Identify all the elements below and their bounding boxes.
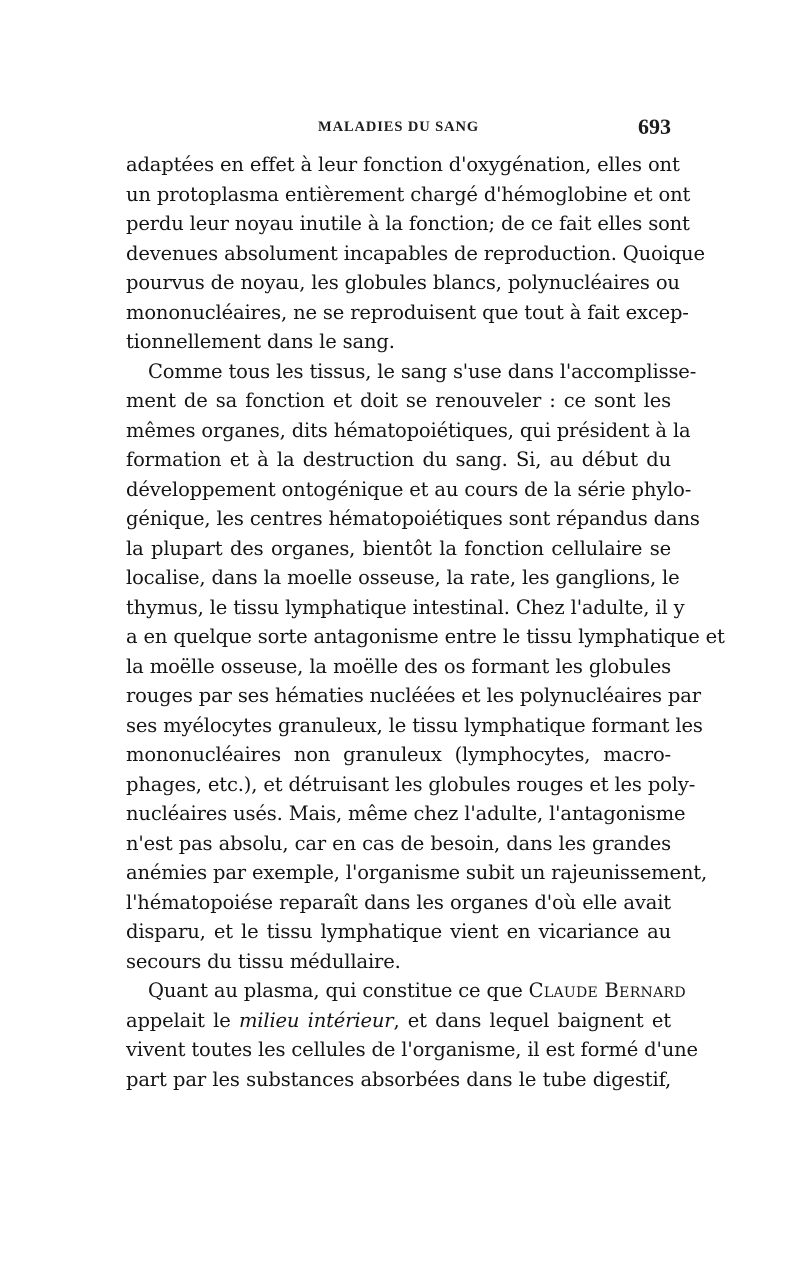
text-line: génique, les centres hématopoiétiques sont répandus dans [126,507,700,530]
italic-term: milieu intérieur [238,1008,394,1032]
text-line: ment de sa fonction et doit se renouveler : ce sont les [126,389,671,412]
text-line: devenues absolument incapables de reproduction. Quoique [126,241,705,265]
text-line: thymus, le tissu lymphatique intestinal. Chez l'adulte, il y [126,595,685,619]
text-line: un protoplasma entièrement chargé d'hémoglobine et ont [126,182,691,206]
text-line: a en quelque sorte antagonisme entre le tissu lymphatique et [126,625,725,648]
text-line: l'hématopoiése reparaît dans les organes d'où elle avait [126,890,671,914]
text-run: Quant au plasma, qui constitue ce que [148,979,529,1002]
text-line: phages, etc.), et détruisant les globules rouges et les poly- [126,772,696,796]
running-head [126,114,671,142]
text-line: mononucléaires non granuleux (lymphocytes, macro- [126,743,671,766]
author-name: Claude Bernard [528,979,686,1002]
text-line: anémies par exemple, l'organisme subit un rajeunissement, [126,861,708,884]
text-line: développement ontogénique et au cours de la série phylo- [126,477,692,501]
text-line: pourvus de noyau, les globules blancs, polynucléaires ou [126,271,680,294]
running-title: MALADIES DU SANG [317,119,480,135]
text-line: secours du tissu médullaire. [126,949,401,973]
text-line [126,1006,671,1036]
text-line: la plupart des organes, bientôt la fonction cellulaire se [126,536,671,560]
paragraph-first-line: Comme tous les tissus, le sang s'use dans l'accomplisse- [148,359,697,383]
text-line: tionnellement dans le sang. [126,330,395,353]
text-line: mononucléaires, ne se reproduisent que tout à fait excep- [126,300,689,324]
text-line: vivent toutes les cellules de l'organisme, il est formé d'une [126,1038,698,1061]
text-line: ses myélocytes granuleux, le tissu lymphatique formant les [126,713,703,737]
text-line: n'est pas absolu, car en cas de besoin, dans les grandes [126,831,671,855]
paragraph-first-line [126,976,686,1006]
text-line: part par les substances absorbées dans le tube digestif, [126,1067,671,1091]
text-line: formation et à la destruction du sang. Si, au début du [126,448,671,471]
text-line: nucléaires usés. Mais, même chez l'adulte, l'antagonisme [126,802,686,825]
body-text [126,150,725,1094]
text-line: la moëlle osseuse, la moëlle des os formant les globules [126,654,671,678]
text-line: disparu, et le tissu lymphatique vient en vicariance au [126,920,671,943]
page-number: 693 [638,114,671,139]
text-line: perdu leur noyau inutile à la fonction; de ce fait elles sont [126,212,690,235]
text-line: mêmes organes, dits hématopoiétiques, qui président à la [126,418,691,442]
text-run: , et dans lequel baignent et [393,1008,671,1032]
text-line: adaptées en effet à leur fonction d'oxygénation, elles ont [126,153,680,176]
text-line: localise, dans la moelle osseuse, la rate, les ganglions, le [126,566,680,589]
text-run: appelait le [126,1008,239,1032]
text-line: rouges par ses hématies nucléées et les polynucléaires par [126,684,701,707]
